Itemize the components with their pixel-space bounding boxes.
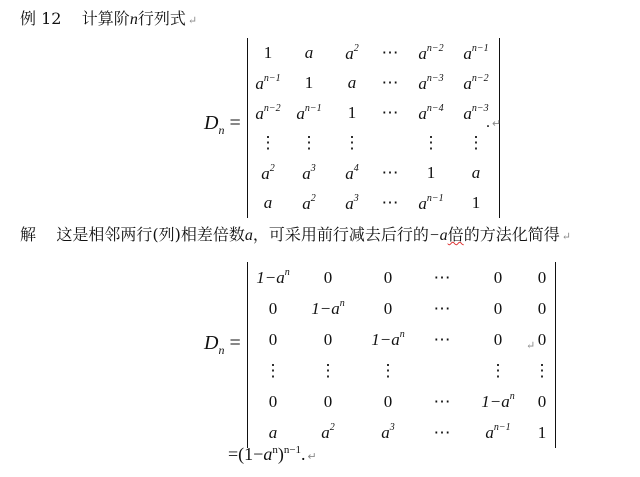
title-text-after: 行列式 [137, 9, 186, 28]
det1-cell-base: a [296, 103, 305, 123]
det1-cell-base: a [302, 193, 311, 213]
det1-cell-base: a [304, 43, 314, 62]
det1-cell-exp: n−1 [426, 192, 444, 204]
det1-cell-exp: 3 [310, 162, 316, 174]
det2-cell-base: ⋯ [433, 329, 451, 349]
det2-cell [465, 324, 531, 355]
det1-left-bar [247, 38, 248, 218]
det1-cell-base: a [418, 193, 427, 213]
det2-cell-exp: n [509, 391, 515, 402]
det2-cell-exp: n [339, 298, 345, 309]
det1-cell [373, 188, 407, 218]
det1-cell-exp: n−1 [263, 72, 281, 84]
det1-cell-exp: 2 [353, 42, 359, 54]
det1-matrix [249, 38, 497, 218]
det2-cell-base: 0 [493, 267, 503, 287]
det2-cell-base: 1−a [256, 268, 285, 287]
det2-cell-exp: n−1 [493, 422, 511, 433]
det2-cell-base: 0 [268, 298, 278, 318]
det2-cell [357, 355, 419, 386]
det1-cell [331, 158, 373, 188]
det1-cell-exp: n−3 [426, 72, 444, 84]
det1-cell-exp: n−4 [426, 102, 444, 114]
final-open: (1− [238, 444, 264, 464]
det1-cell-base: a [263, 193, 273, 212]
det1-row [249, 68, 497, 98]
det1-cell-base: a [463, 103, 472, 123]
det1-equals: = [229, 112, 241, 134]
det1-row [249, 188, 497, 218]
return-mark-icon: ↵ [492, 118, 502, 130]
det2-cell-base: 0 [537, 391, 547, 411]
det1-cell-base: a [418, 43, 427, 63]
det1-cell-base: ⋯ [381, 103, 399, 122]
det1-cell [455, 68, 497, 98]
det2-cell [419, 293, 465, 324]
det1-cell-base: a [418, 73, 427, 93]
det1-cell-base: a [345, 43, 354, 63]
det1-cell [249, 128, 287, 158]
solution-text-mid: ，可采用前行减去后行的 [252, 225, 429, 244]
det1-cell-base: 1 [347, 103, 357, 122]
det1-cell [373, 128, 407, 158]
det2-row [247, 386, 553, 417]
det1-row [249, 98, 497, 128]
det1-cell [407, 188, 455, 218]
det2-cell-base: ⋯ [433, 298, 451, 318]
det2-cell [247, 262, 299, 293]
solution-text-before: 这是相邻两行(列)相差倍数 [56, 225, 245, 244]
det1-cell-base: a [255, 73, 264, 93]
det1-cell-base: a [418, 103, 427, 123]
det1-cell [287, 128, 331, 158]
det2-cell-base: 1−a [481, 392, 510, 411]
det2-cell [465, 386, 531, 417]
det1-cell-base: a [345, 163, 354, 183]
det1-cell-base: ⋮ [300, 133, 318, 152]
det1-lhs-d: D [204, 112, 219, 134]
det2-cell-base: 0 [537, 267, 547, 287]
det2-cell-base: ⋯ [433, 391, 451, 411]
det2-cell [419, 324, 465, 355]
det2-right-bar [555, 262, 556, 448]
det2-cell-base: 0 [268, 329, 278, 349]
det1-cell-exp: n−2 [426, 42, 444, 54]
det1-cell [373, 38, 407, 68]
det1-cell-base: ⋯ [381, 73, 399, 92]
det2-cell-base: 0 [537, 298, 547, 318]
det1-cell [373, 158, 407, 188]
det1-cell-base: ⋯ [381, 163, 399, 182]
det1-cell [331, 38, 373, 68]
det2-cell-base: a [485, 423, 494, 442]
det2-cell-base: 1−a [311, 299, 340, 318]
det2-cell-base: 0 [323, 391, 333, 411]
det2-cell [247, 293, 299, 324]
det1-cell [249, 98, 287, 128]
det1-cell-base: a [261, 163, 270, 183]
det1-trail [486, 114, 501, 132]
det2-cell [357, 417, 419, 448]
final-result [228, 444, 317, 465]
det1-cell-exp: n−1 [471, 42, 489, 54]
det1-cell-base: ⋮ [467, 133, 485, 152]
det2-row [247, 293, 553, 324]
det2-cell [531, 417, 553, 448]
det1-cell [407, 158, 455, 188]
det2-cell [247, 324, 299, 355]
det2-cell [465, 355, 531, 386]
det1-cell-base: a [463, 73, 472, 93]
det1-cell-exp: n−1 [304, 102, 322, 114]
det2-cell [465, 262, 531, 293]
det1-period: . [486, 114, 490, 131]
det2-cell [531, 355, 553, 386]
det2-cell [531, 262, 553, 293]
det1-cell [249, 68, 287, 98]
final-var-exp: n [272, 444, 278, 456]
det2-cell-exp: 2 [329, 422, 335, 433]
det1-cell [249, 188, 287, 218]
det2-cell-base: ⋮ [379, 360, 397, 380]
title-text-before: 计算阶 [81, 9, 130, 28]
det1-cell [331, 128, 373, 158]
det1-cell-base: ⋮ [259, 133, 277, 152]
det2-cell [465, 293, 531, 324]
det2-cell [357, 262, 419, 293]
determinant-2 [247, 262, 553, 448]
det2-row [247, 355, 553, 386]
det2-cell-base: ⋯ [433, 422, 451, 442]
example-title [20, 6, 197, 29]
final-var-a: a [263, 444, 273, 464]
det2-cell [299, 293, 357, 324]
det1-cell [455, 158, 497, 188]
det1-cell-exp: n−2 [263, 102, 281, 114]
return-mark-icon: ↵ [187, 14, 198, 27]
det2-lhs-sub: n [218, 343, 225, 357]
det1-cell [407, 68, 455, 98]
det1-cell [373, 68, 407, 98]
det1-cell-exp: 4 [353, 162, 359, 174]
det1-cell-base: 1 [304, 73, 314, 92]
det2-cell-base: a [381, 423, 390, 442]
det1-cell-base: 1 [471, 193, 481, 212]
determinant-1 [247, 38, 497, 218]
final-period: . [301, 444, 306, 464]
det2-lhs [204, 332, 241, 358]
det1-cell [331, 188, 373, 218]
det1-row [249, 158, 497, 188]
det1-cell [455, 128, 497, 158]
det1-cell-base: 1 [426, 163, 436, 182]
det1-cell [287, 68, 331, 98]
det1-cell [287, 38, 331, 68]
det2-cell-base: 0 [383, 391, 393, 411]
det2-cell [247, 355, 299, 386]
det2-cell [357, 386, 419, 417]
det1-cell-base: a [471, 163, 481, 182]
solution-wave-word: 倍 [447, 225, 464, 244]
det2-cell-base: 0 [383, 298, 393, 318]
det1-cell-base: ⋮ [422, 133, 440, 152]
det1-cell-base: a [345, 193, 354, 213]
det2-cell-base: 0 [268, 391, 278, 411]
return-mark-icon: ↵ [526, 339, 536, 352]
det1-cell [331, 98, 373, 128]
det2-cell [299, 355, 357, 386]
det2-cell [531, 293, 553, 324]
det2-cell-base: a [321, 423, 330, 442]
final-close: ) [277, 444, 284, 464]
title-var-n: n [129, 11, 138, 28]
det2-cell-base: ⋮ [264, 360, 282, 380]
det1-cell [287, 158, 331, 188]
det1-cell-base: a [347, 73, 357, 92]
det1-lhs-sub: n [218, 123, 225, 137]
solution-line [20, 222, 571, 245]
det2-cell-base: a [268, 422, 278, 442]
det1-cell-exp: n−2 [471, 72, 489, 84]
det2-cell [419, 386, 465, 417]
det1-cell [287, 188, 331, 218]
final-equals: = [228, 444, 239, 464]
det1-cell-base: a [463, 43, 472, 63]
final-outer-exp: n−1 [283, 444, 302, 456]
det2-cell [299, 262, 357, 293]
det2-cell-base: ⋮ [489, 360, 507, 380]
det2-matrix [247, 262, 553, 448]
det1-cell-exp: 2 [310, 192, 316, 204]
det1-cell [407, 98, 455, 128]
det1-cell-exp: n−3 [471, 102, 489, 114]
det2-cell-base: 1 [537, 422, 547, 442]
det2-cell [357, 293, 419, 324]
det1-cell [331, 68, 373, 98]
det2-cell-exp: 3 [389, 422, 395, 433]
example-label: 例 12 [20, 9, 62, 28]
det2-cell [247, 386, 299, 417]
det2-cell [419, 262, 465, 293]
det1-cell [287, 98, 331, 128]
det1-cell [407, 38, 455, 68]
det2-cell-base: 0 [493, 329, 503, 349]
det2-cell-exp: n [399, 329, 405, 340]
solution-var-a: a [244, 227, 253, 244]
det2-cell-base: 0 [493, 298, 503, 318]
det1-row [249, 128, 497, 158]
det1-cell-exp: 3 [353, 192, 359, 204]
det2-cell [299, 386, 357, 417]
det2-cell-base: 0 [323, 329, 333, 349]
det1-cell [249, 158, 287, 188]
det1-cell-base: a [302, 163, 311, 183]
solution-label: 解 [20, 225, 37, 244]
det2-cell-base: 0 [383, 267, 393, 287]
det1-cell [373, 98, 407, 128]
return-mark-icon: ↵ [307, 451, 317, 463]
solution-neg-a: −a [428, 227, 448, 244]
det2-cell-base: ⋮ [319, 360, 337, 380]
det2-cell-base: ⋮ [533, 360, 551, 380]
det2-cell [299, 324, 357, 355]
det1-cell-base: ⋯ [381, 43, 399, 62]
det2-left-bar [247, 262, 248, 448]
det1-cell-base: ⋮ [343, 133, 361, 152]
solution-text-after: 的方法化简得 [463, 225, 560, 244]
det1-cell-exp: 2 [269, 162, 275, 174]
det2-cell-base: 1−a [371, 330, 400, 349]
det1-row [249, 38, 497, 68]
det1-cell-base: a [255, 103, 264, 123]
det2-cell-exp: n [284, 267, 290, 278]
det2-cell [531, 386, 553, 417]
det2-row [247, 262, 553, 293]
det1-lhs [204, 112, 241, 138]
det1-cell [455, 38, 497, 68]
det2-trail [524, 334, 535, 353]
return-mark-icon: ↵ [561, 230, 571, 243]
det2-cell-base: ⋯ [433, 267, 451, 287]
det1-cell-base: ⋯ [381, 193, 399, 212]
det2-cell [419, 417, 465, 448]
det2-lhs-d: D [204, 332, 219, 354]
det2-cell [419, 355, 465, 386]
det2-cell-base: 0 [323, 267, 333, 287]
det1-cell [455, 188, 497, 218]
det1-cell-base: 1 [263, 43, 273, 62]
det1-cell [249, 38, 287, 68]
det2-cell [357, 324, 419, 355]
det2-cell [465, 417, 531, 448]
det2-cell-base: 0 [537, 329, 547, 349]
det1-cell [407, 128, 455, 158]
det2-equals: = [229, 332, 241, 354]
det2-row [247, 324, 553, 355]
